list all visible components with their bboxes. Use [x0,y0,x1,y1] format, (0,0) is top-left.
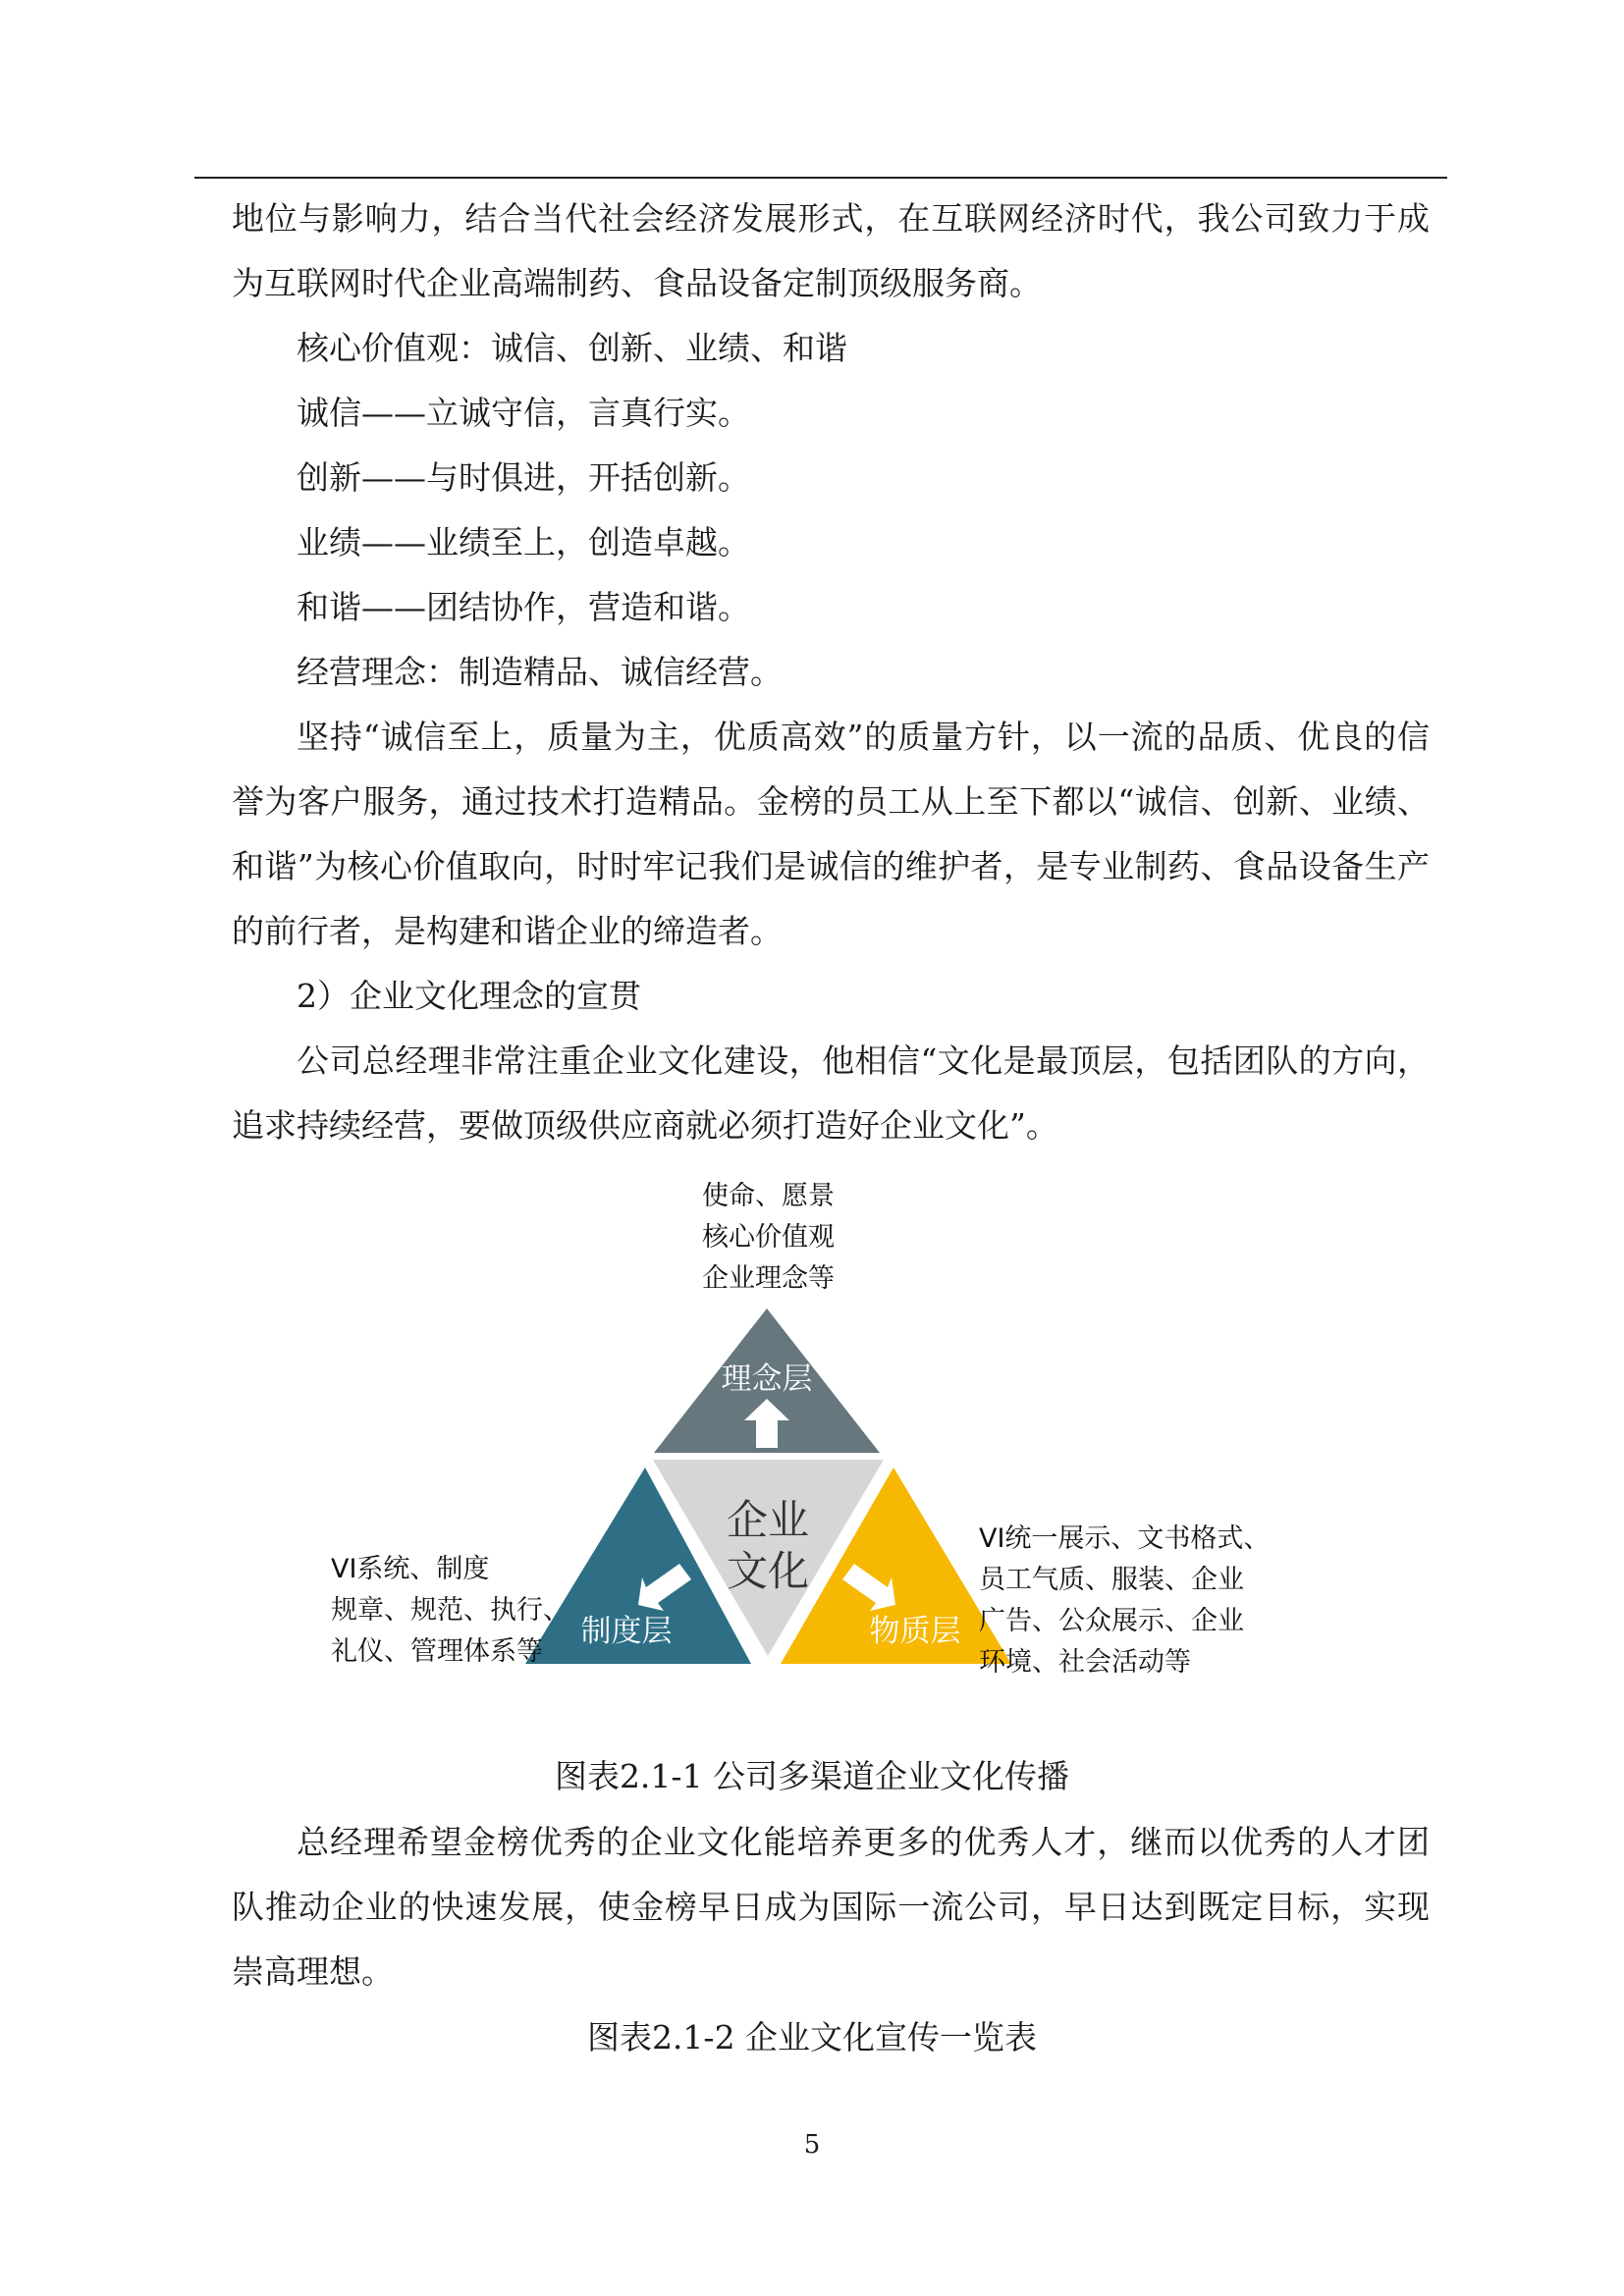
paragraph-innovation: 创新——与时俱进，开括创新。 [297,458,750,497]
right-note-2: 员工气质、服装、企业 [979,1565,1244,1595]
material-layer-label: 物质层 [869,1614,961,1649]
culture-center-label-line2: 文化 [726,1547,810,1595]
figure-caption-1: 图表2.1-1 公司多渠道企业文化传播 [554,1757,1070,1795]
right-note-1: VI统一展示、文书格式、 [979,1523,1271,1554]
left-note-2: 规章、规范、执行、 [331,1595,569,1626]
paragraph-business-philosophy: 经营理念：制造精品、诚信经营。 [297,653,783,691]
culture-center-label-line1: 企业 [726,1496,810,1544]
top-note-3: 企业理念等 [702,1263,835,1294]
right-note-4: 环境、社会活动等 [979,1647,1191,1678]
left-note-1: VI系统、制度 [331,1554,490,1584]
body-text-after-figure [232,1810,1430,2004]
top-note-2: 核心价值观 [702,1222,835,1253]
header-rule [194,177,1447,179]
paragraph-gm-hope: 总经理希望金榜优秀的企业文化能培养更多的优秀人才，继而以优秀的人才团队推动企业的快速发展，使金榜早日成为国际一流公司，早日达到既定目标，实现崇高理想。 [232,1823,1430,1991]
table-caption-2: 图表2.1-2 企业文化宣传一览表 [586,2018,1038,2056]
top-note-1: 使命、愿景 [702,1181,835,1211]
paragraph-quality-policy: 坚持“诚信至上，质量为主，优质高效”的质量方针，以一流的品质、优良的信誉为客户服务，通过技术打造精品。金榜的员工从上至下都以“诚信、创新、业绩、和谐”为核心价值取向，时时牢记我们是诚信的维护者，是专业制药、食品设备生产的前行者，是构建和谐企业的缔造者。 [232,718,1430,950]
paragraph-performance: 业绩——业绩至上，创造卓越。 [297,523,750,561]
right-note-3: 广告、公众展示、企业 [979,1606,1244,1636]
paragraph-gm-culture: 公司总经理非常注重企业文化建设，他相信“文化是最顶层，包括团队的方向，追求持续经营，要做顶级供应商就必须打造好企业文化”。 [232,1041,1430,1145]
paragraph-integrity: 诚信——立诚守信，言真行实。 [297,394,750,432]
paragraph-core-values: 核心价值观：诚信、创新、业绩、和谐 [297,329,847,367]
page-number: 5 [803,2130,821,2160]
concept-layer-label: 理念层 [721,1362,813,1397]
culture-triangle-diagram [314,1163,1296,1733]
system-layer-label: 制度层 [580,1614,673,1649]
left-note-3: 礼仪、管理体系等 [331,1636,543,1667]
section-heading: 2）企业文化理念的宣贯 [297,977,641,1015]
paragraph-harmony: 和谐——团结协作，营造和谐。 [297,588,750,626]
body-text [232,187,1430,1158]
paragraph-1: 地位与影响力，结合当代社会经济发展形式，在互联网经济时代，我公司致力于成为互联网时代企业高端制药、食品设备定制顶级服务商。 [232,199,1430,302]
